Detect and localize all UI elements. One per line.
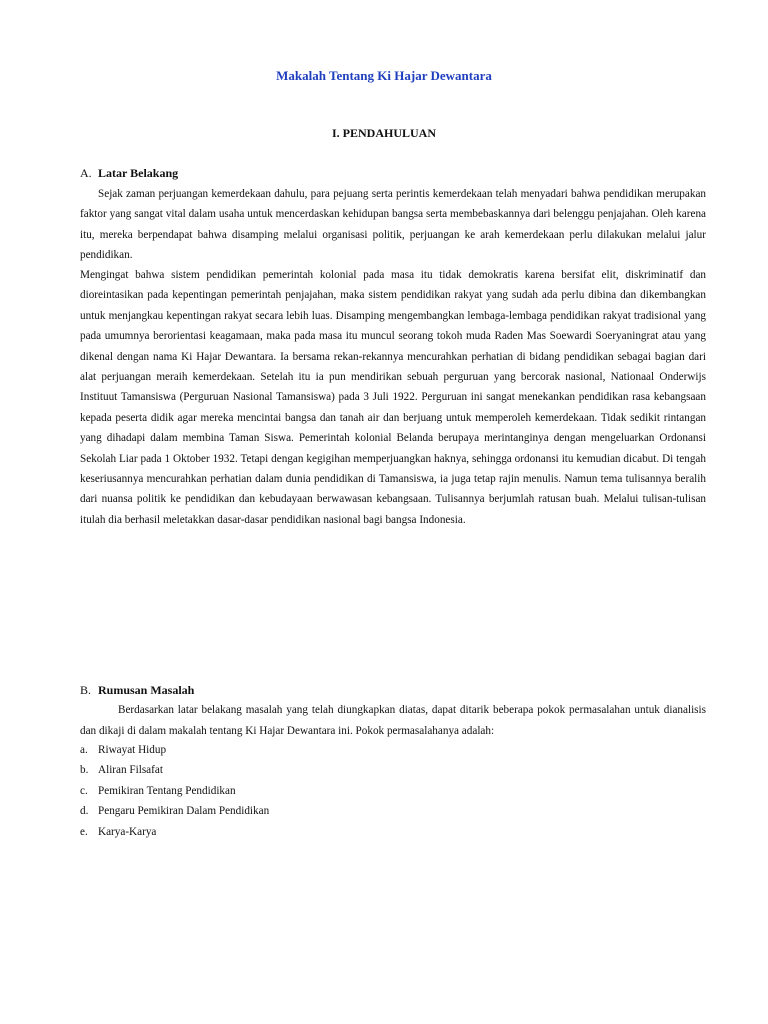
section-a-paragraph-1: Sejak zaman perjuangan kemerdekaan dahulu, para pejuang serta perintis kemerdekaan telah menyadari bahwa pendidikan merupakan faktor yang sangat vital dalam usaha untuk mencerdaskan kehidupan bangsa serta membebaskannya dari belenggu penjajahan. Oleh karena itu, mereka berpendapat bahwa disamping melalui organisasi politik, perjuangan ke arah kemerdekaan perlu dilakukan melalui jalur pendidikan. [80,188,706,262]
list-marker: a. [80,744,88,756]
section-b-heading [80,683,194,698]
section-a-label: Latar Belakang [98,166,179,180]
section-b-label: Rumusan Masalah [98,683,195,697]
document-title: Makalah Tentang Ki Hajar Dewantara [276,68,492,83]
section-b-paragraph: Berdasarkan latar belakang masalah yang telah diungkapkan diatas, dapat ditarik beberapa pokok permasalahan untuk dianalisis dan dikaji di dalam makalah tentang Ki Hajar Dewantara ini. Pokok permasalahanya adalah: [80,704,706,737]
list-item-text: Pemikiran Tentang Pendidikan [98,784,236,797]
list-item-text: Karya-Karya [98,825,157,838]
list-item [80,781,269,801]
list-marker: e. [80,825,88,838]
list-item [80,822,269,842]
chapter-heading: I. PENDAHULUAN [331,126,436,140]
list-item [80,801,269,821]
list-item-text: Riwayat Hidup [98,744,167,756]
list-item-text: Aliran Filsafat [98,764,163,777]
list-item-text: Pengaru Pemikiran Dalam Pendidikan [98,805,270,818]
problem-list [80,740,269,842]
list-item [80,740,269,760]
list-marker: d. [80,805,89,818]
list-marker: c. [80,784,88,797]
list-marker: b. [80,764,89,777]
section-a-letter: A. [80,166,92,180]
list-item [80,760,269,780]
section-a-paragraph-2: Mengingat bahwa sistem pendidikan pemerintah kolonial pada masa itu tidak demokratis karena bersifat elit, diskriminatif dan dioreintasikan pada kepentingan pemerintah penjajahan, maka sistem pendidikan rakyat yang sudah ada perlu dibina dan dikembangkan untuk menjangkau kepentingan rakyat secara lebih luas. Disamping mengembangkan lembaga-lembaga pendidikan rakyat tradisional yang pada umumnya berorientasi keagamaan, maka pada masa itu muncul seorang tokoh muda Raden Mas Soewardi Soeryaningrat atau yang dikenal dengan nama Ki Hajar Dewantara. Ia bersama rekan-rekannya mencurahkan perhatian di bidang pendidikan sebagai bagian dari alat perjuangan meraih kemerdekaan. Setelah itu ia pun mendirikan sebuah perguruan yang bercorak nasional, Nationaal Onderwijs Instituut Tamansiswa (Perguruan Nasional Tamansiswa) pada 3 Juli 1922. Perguruan ini sangat menekankan pendidikan rasa kebangsaan kepada peserta didik agar mereka mencintai bangsa dan tanah air dan berjuang untuk memperoleh kemerdekaan. Tidak sedikit rintangan yang dihadapi dalam membina Taman Siswa. Pemerintah kolonial Belanda berupaya merintanginya dengan mengeluarkan Ordonansi Sekolah Liar pada 1 Oktober 1932. Tetapi dengan kegigihan memperjuangkan haknya, sehingga ordonansi itu kemudian dicabut. Di tengah keseriusannya mencurahkan perhatian dalam dunia pendidikan di Tamansiswa, ia juga tetap rajin menulis. Namun tema tulisannya beralih dari nuansa politik ke pendidikan dan kebudayaan berwawasan kebangsaan. Tulisannya berjumlah ratusan buah. Melalui tulisan-tulisan itulah dia berhasil meletakkan dasar-dasar pendidikan nasional bagi bangsa Indonesia. [80,269,706,526]
section-a-heading [80,166,178,181]
section-b-letter: B. [80,683,92,697]
